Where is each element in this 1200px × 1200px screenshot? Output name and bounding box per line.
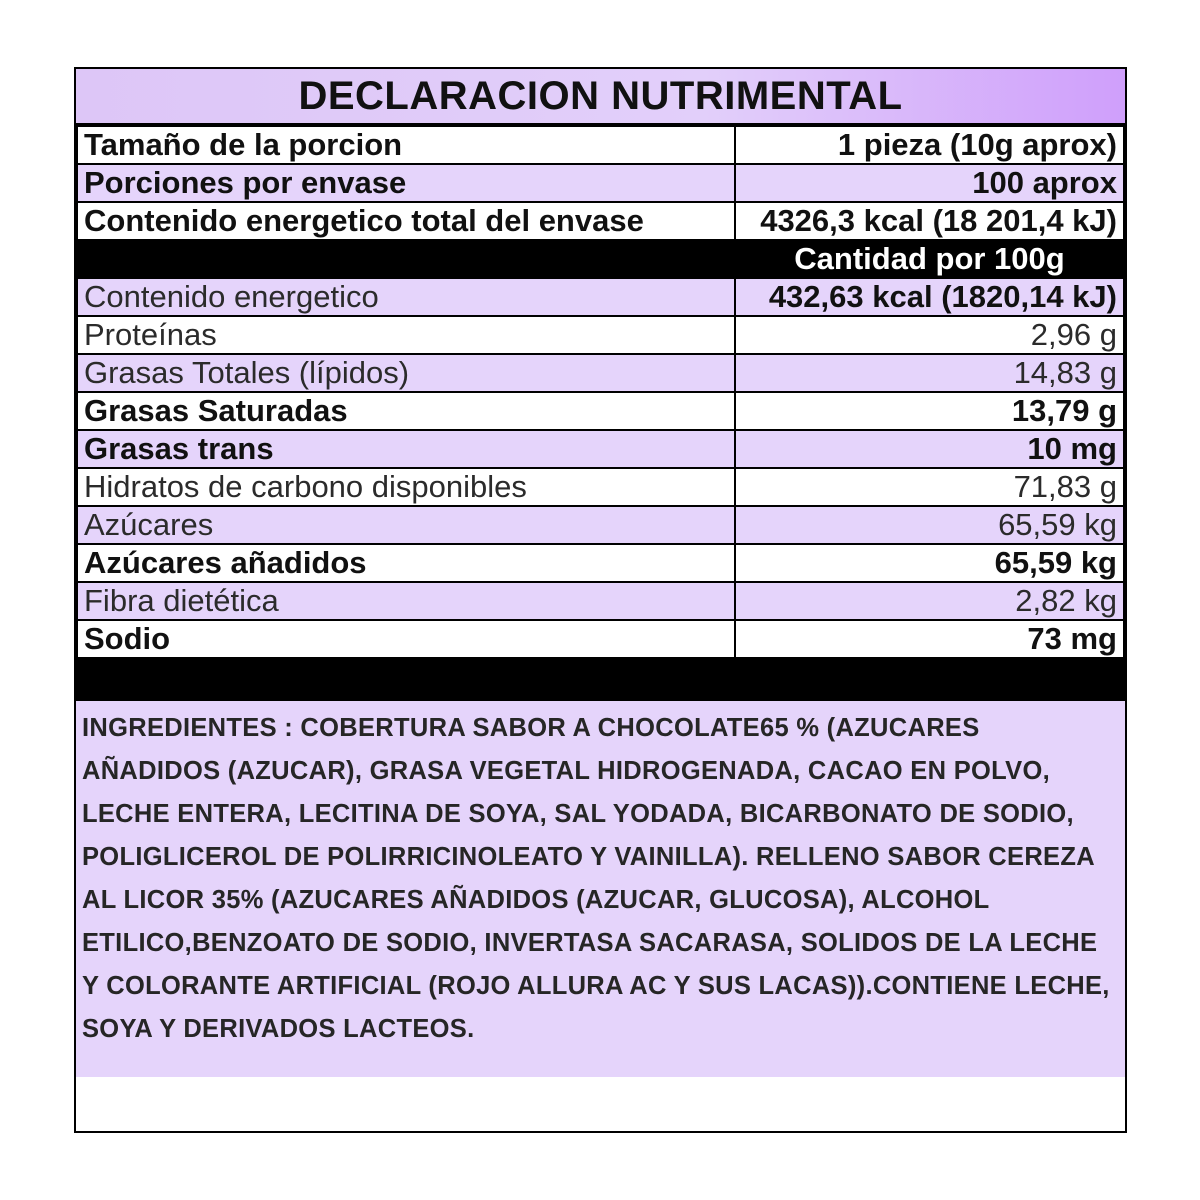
table-row [77, 202, 1124, 240]
total-energy-value: 4326,3 kcal (18 201,4 kJ) [735, 202, 1124, 240]
table-row [77, 126, 1124, 164]
nutrient-value: 13,79 g [735, 392, 1124, 430]
nutrient-value: 432,63 kcal (1820,14 kJ) [735, 278, 1124, 316]
table-row [77, 544, 1124, 582]
nutrition-label [74, 67, 1127, 1133]
nutrient-value: 10 mg [735, 430, 1124, 468]
amount-header: Cantidad por 100g [735, 240, 1124, 278]
nutrient-value: 2,96 g [735, 316, 1124, 354]
nutrient-value: 71,83 g [735, 468, 1124, 506]
table-row [77, 468, 1124, 506]
table-row [77, 316, 1124, 354]
table-row [77, 506, 1124, 544]
nutrient-label: Contenido energetico [77, 278, 735, 316]
nutrient-label: Azúcares [77, 506, 735, 544]
table-row [77, 582, 1124, 620]
table-row [77, 430, 1124, 468]
nutrient-value: 65,59 kg [735, 506, 1124, 544]
amount-header-row [77, 240, 1124, 278]
nutrient-value: 73 mg [735, 620, 1124, 658]
table-row [77, 278, 1124, 316]
ingredients-text: INGREDIENTES : COBERTURA SABOR A CHOCOLATE65 % (AZUCARES AÑADIDOS (AZUCAR), GRASA VEGETAL HIDROGENADA, CACAO EN POLVO, LECHE ENTERA, LECITINA DE SOYA, SAL YODADA, BICARBONATO DE SODIO, POLIGLICEROL DE POLIRRICINOLEATO Y VAINILLA). RELLENO SABOR CEREZA AL LICOR 35% (AZUCARES AÑADIDOS (AZUCAR, GLUCOSA), ALCOHOL ETILICO,BENZOATO DE SODIO, INVERTASA SACARASA, SOLIDOS DE LA LECHE Y COLORANTE ARTIFICIAL (ROJO ALLURA AC Y SUS LACAS)).CONTIENE LECHE, SOYA Y DERIVADOS LACTEOS. [76, 701, 1125, 1077]
nutrient-value: 14,83 g [735, 354, 1124, 392]
nutrient-label: Grasas trans [77, 430, 735, 468]
nutrient-label: Proteínas [77, 316, 735, 354]
nutrient-label: Sodio [77, 620, 735, 658]
serving-size-value: 1 pieza (10g aprox) [735, 126, 1124, 164]
nutrient-value: 2,82 kg [735, 582, 1124, 620]
nutrient-label: Azúcares añadidos [77, 544, 735, 582]
section-divider [76, 659, 1125, 701]
table-row [77, 392, 1124, 430]
label-title: DECLARACION NUTRIMENTAL [76, 69, 1125, 125]
nutrient-label: Grasas Totales (lípidos) [77, 354, 735, 392]
table-row [77, 354, 1124, 392]
table-row [77, 164, 1124, 202]
table-row [77, 620, 1124, 658]
nutrient-value: 65,59 kg [735, 544, 1124, 582]
servings-per-container-value: 100 aprox [735, 164, 1124, 202]
nutrient-label: Hidratos de carbono disponibles [77, 468, 735, 506]
servings-per-container-label: Porciones por envase [77, 164, 735, 202]
nutrient-label: Grasas Saturadas [77, 392, 735, 430]
nutrition-table [76, 125, 1125, 659]
amount-header-blank [77, 240, 735, 278]
total-energy-label: Contenido energetico total del envase [77, 202, 735, 240]
nutrient-label: Fibra dietética [77, 582, 735, 620]
serving-size-label: Tamaño de la porcion [77, 126, 735, 164]
